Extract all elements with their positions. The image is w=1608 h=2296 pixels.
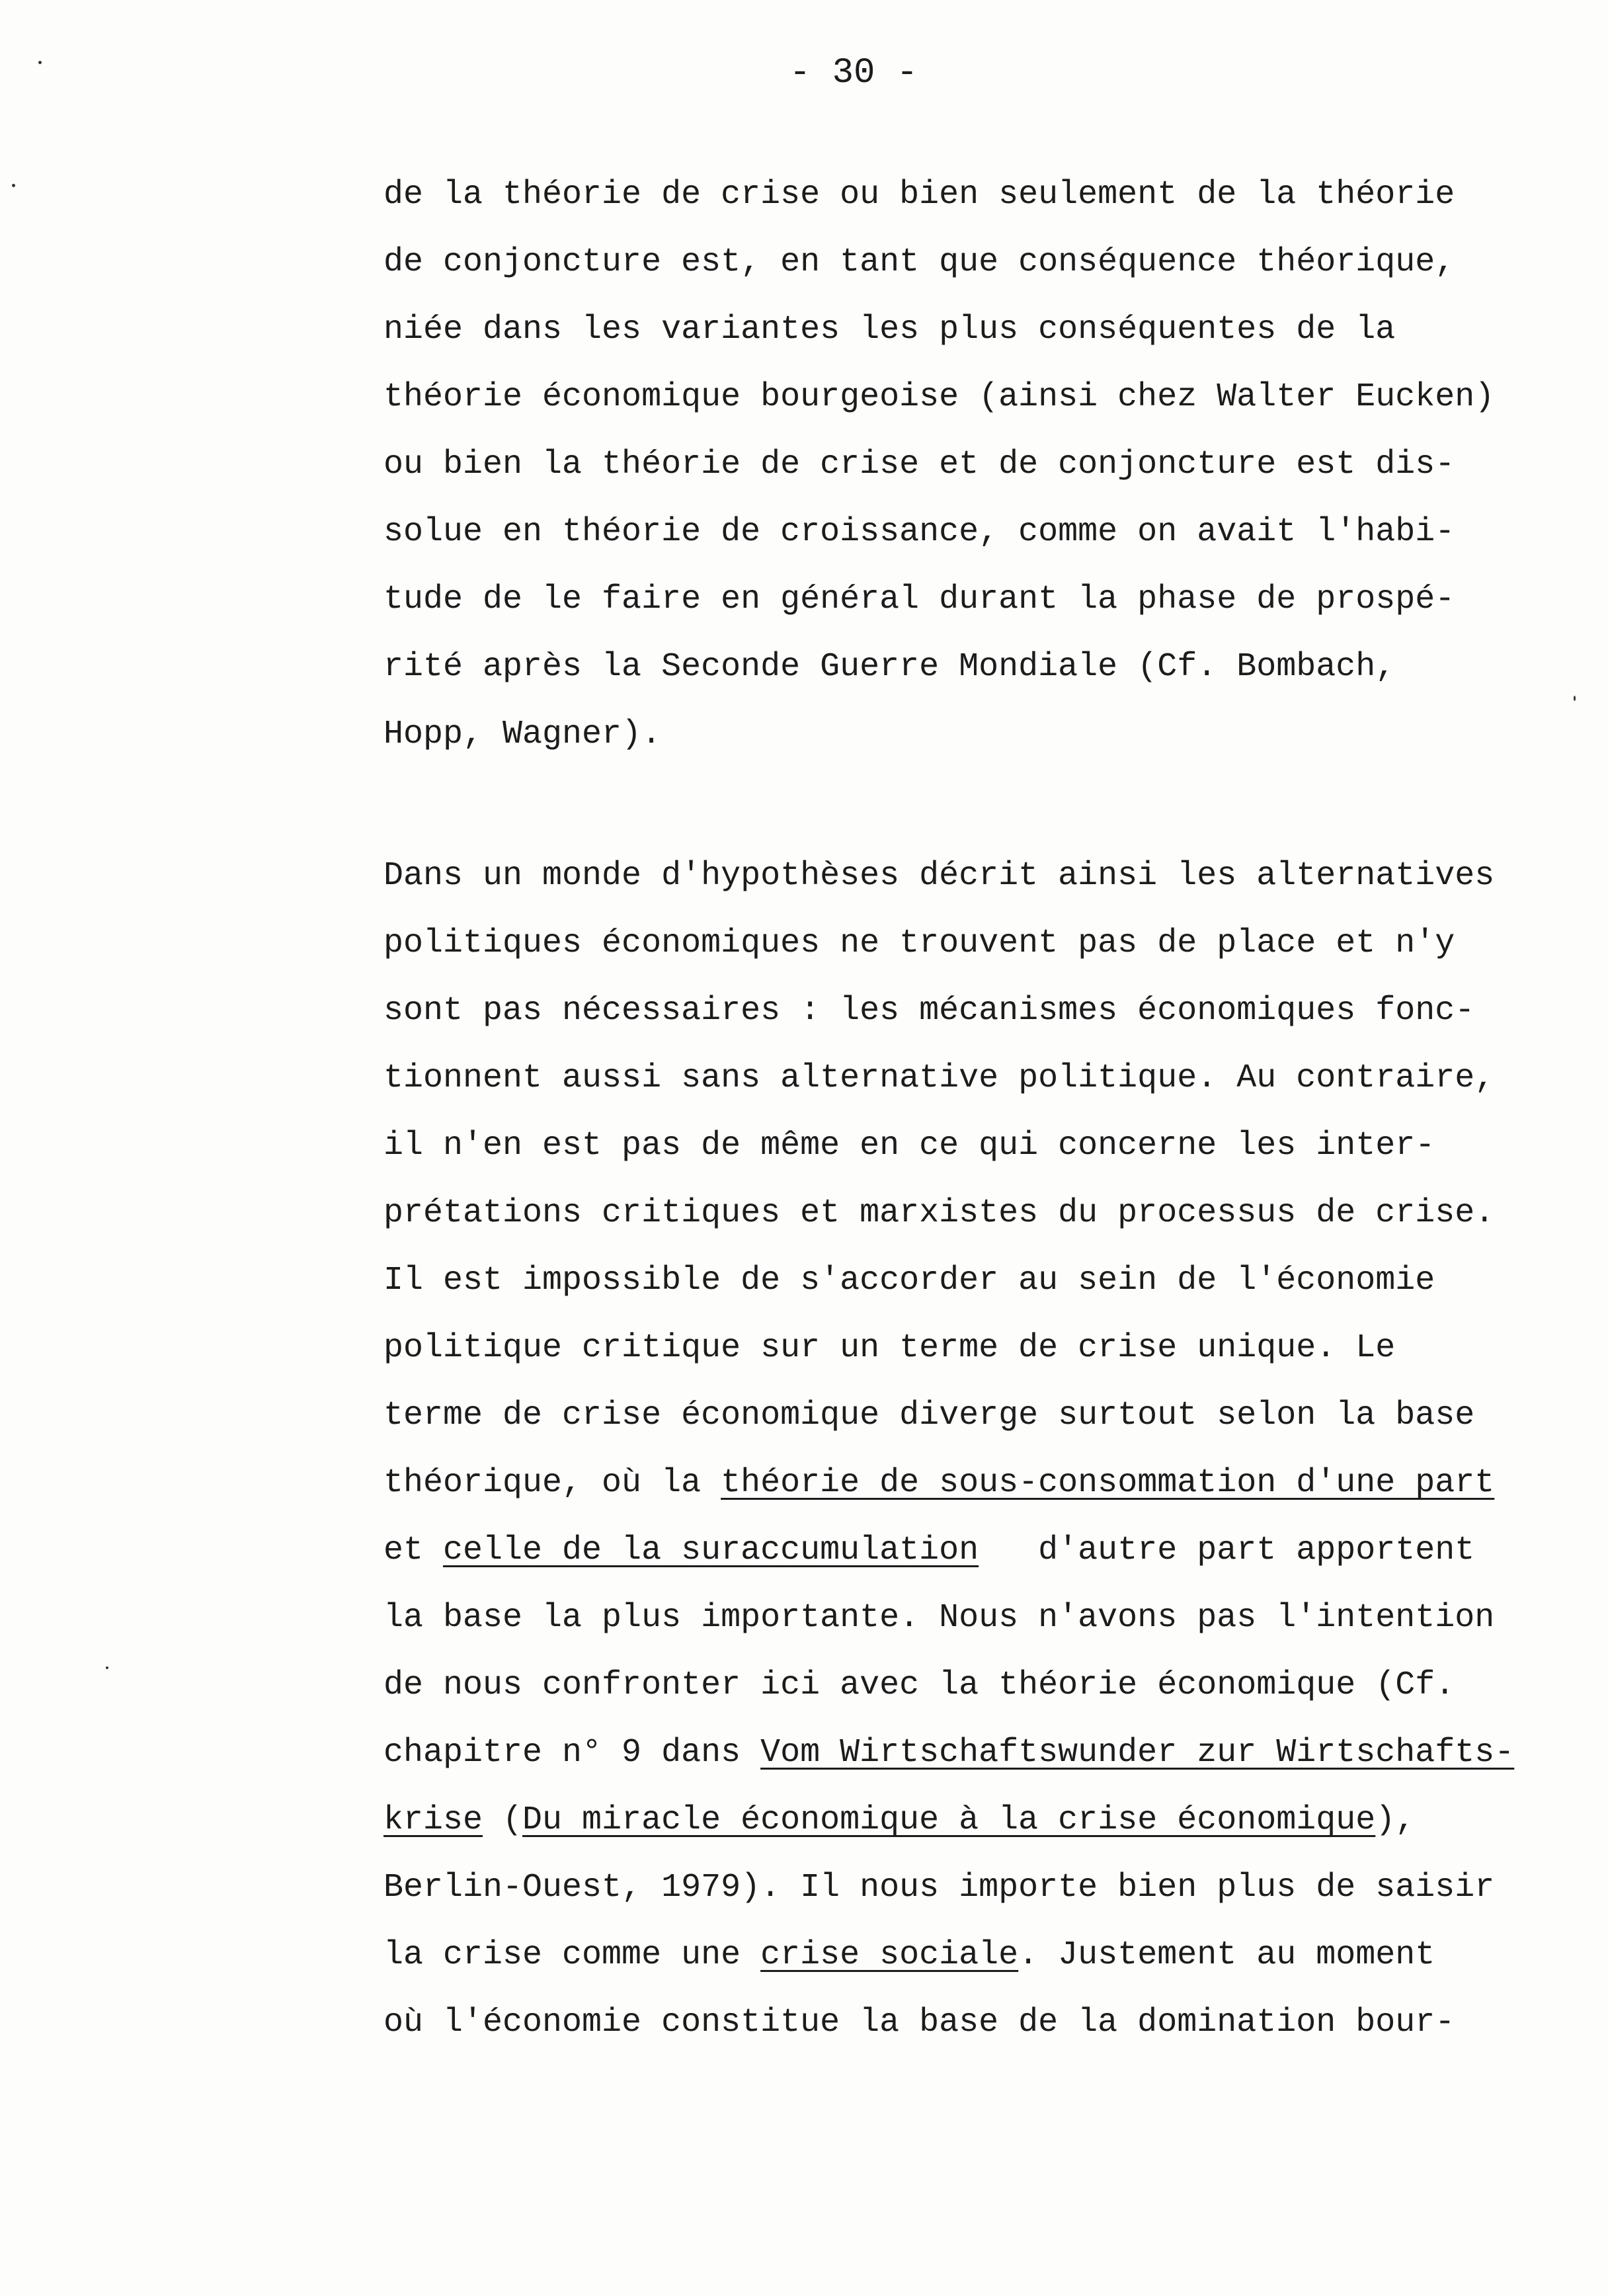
text-run: ), (1375, 1801, 1416, 1839)
text-line (383, 701, 1547, 768)
text-run: il n'en est pas de même en ce qui concerne les inter- (383, 1127, 1435, 1165)
text-run: Hopp, Wagner). (383, 716, 662, 753)
text-run: ou bien la théorie de crise et de conjoncture est dis- (383, 446, 1455, 483)
text-run: de la théorie de crise ou bien seulement de la théorie (383, 176, 1455, 214)
text-run: chapitre n° 9 dans (383, 1734, 761, 1772)
underlined-book-title: Vom Wirtschaftswunder zur Wirtschafts- (760, 1734, 1515, 1772)
text-line (383, 1315, 1547, 1382)
text-line (383, 1112, 1547, 1180)
text-line (383, 1652, 1547, 1719)
text-run: politique critique sur un terme de crise unique. Le (383, 1329, 1396, 1367)
text-run: et (383, 1532, 444, 1569)
text-run: terme de crise économique diverge surtout selon la base (383, 1397, 1475, 1434)
text-line (383, 1045, 1547, 1112)
text-line (383, 977, 1547, 1045)
text-run: théorique, où la (383, 1464, 721, 1502)
text-line (383, 161, 1547, 229)
text-run: Dans un monde d'hypothèses décrit ainsi les alternatives (383, 857, 1495, 895)
underlined-term: crise sociale (760, 1936, 1019, 1974)
text-run: Il est impossible de s'accorder au sein de l'économie (383, 1262, 1435, 1299)
text-run: politiques économiques ne trouvent pas de place et n'y (383, 924, 1455, 962)
text-line (383, 1719, 1547, 1787)
text-line (383, 1854, 1547, 1922)
page-number: - 30 - (789, 53, 918, 93)
text-run: d'autre part apportent (979, 1532, 1475, 1569)
scan-speck (12, 184, 15, 187)
text-run: niée dans les variantes les plus conséquentes de la (383, 311, 1396, 348)
text-run: solue en théorie de croissance, comme on avait l'habi- (383, 513, 1455, 551)
text-line (383, 499, 1547, 566)
text-run: Berlin-Ouest, 1979). Il nous importe bien plus de saisir (383, 1869, 1495, 1906)
text-line (383, 1584, 1547, 1652)
scan-speck (1574, 696, 1576, 701)
text-line (383, 364, 1547, 431)
text-run: où l'économie constitue la base de la domination bour- (383, 2004, 1455, 2041)
underlined-term: théorie de sous-consommation d'une part (721, 1464, 1495, 1502)
underlined-term: celle de la suraccumulation (443, 1532, 979, 1569)
underlined-book-title: Du miracle économique à la crise économique (522, 1801, 1376, 1839)
text-line (383, 842, 1547, 910)
text-line (383, 1450, 1547, 1517)
text-run: tude de le faire en général durant la phase de prospé- (383, 581, 1455, 618)
text-line (383, 1247, 1547, 1315)
text-line (383, 431, 1547, 499)
text-run: théorie économique bourgeoise (ainsi chez Walter Eucken) (383, 378, 1495, 416)
text-line (383, 634, 1547, 701)
text-run: de nous confronter ici avec la théorie économique (Cf. (383, 1666, 1455, 1704)
text-run: . Justement au moment (1018, 1936, 1435, 1974)
text-line (383, 1382, 1547, 1450)
text-line (383, 566, 1547, 634)
text-line (383, 1517, 1547, 1584)
text-run: ( (483, 1801, 523, 1839)
text-line (383, 1787, 1547, 1854)
text-line (383, 1922, 1547, 1989)
text-run: la crise comme une (383, 1936, 761, 1974)
text-line (383, 1989, 1547, 2057)
text-line (383, 910, 1547, 977)
text-run: tionnent aussi sans alternative politique. Au contraire, (383, 1059, 1495, 1097)
scan-speck (106, 1666, 108, 1669)
text-run: la base la plus importante. Nous n'avons pas l'intention (383, 1599, 1495, 1637)
text-line (383, 1180, 1547, 1247)
text-run: prétations critiques et marxistes du processus de crise. (383, 1194, 1495, 1232)
paragraph (383, 842, 1547, 2057)
text-run: rité après la Seconde Guerre Mondiale (Cf. Bombach, (383, 648, 1396, 686)
underlined-book-title: krise (383, 1801, 483, 1839)
paragraph (383, 161, 1547, 768)
text-run: de conjoncture est, en tant que conséquence théorique, (383, 243, 1455, 281)
text-run: sont pas nécessaires : les mécanismes économiques fonc- (383, 992, 1475, 1030)
text-line (383, 229, 1547, 296)
text-line (383, 296, 1547, 364)
